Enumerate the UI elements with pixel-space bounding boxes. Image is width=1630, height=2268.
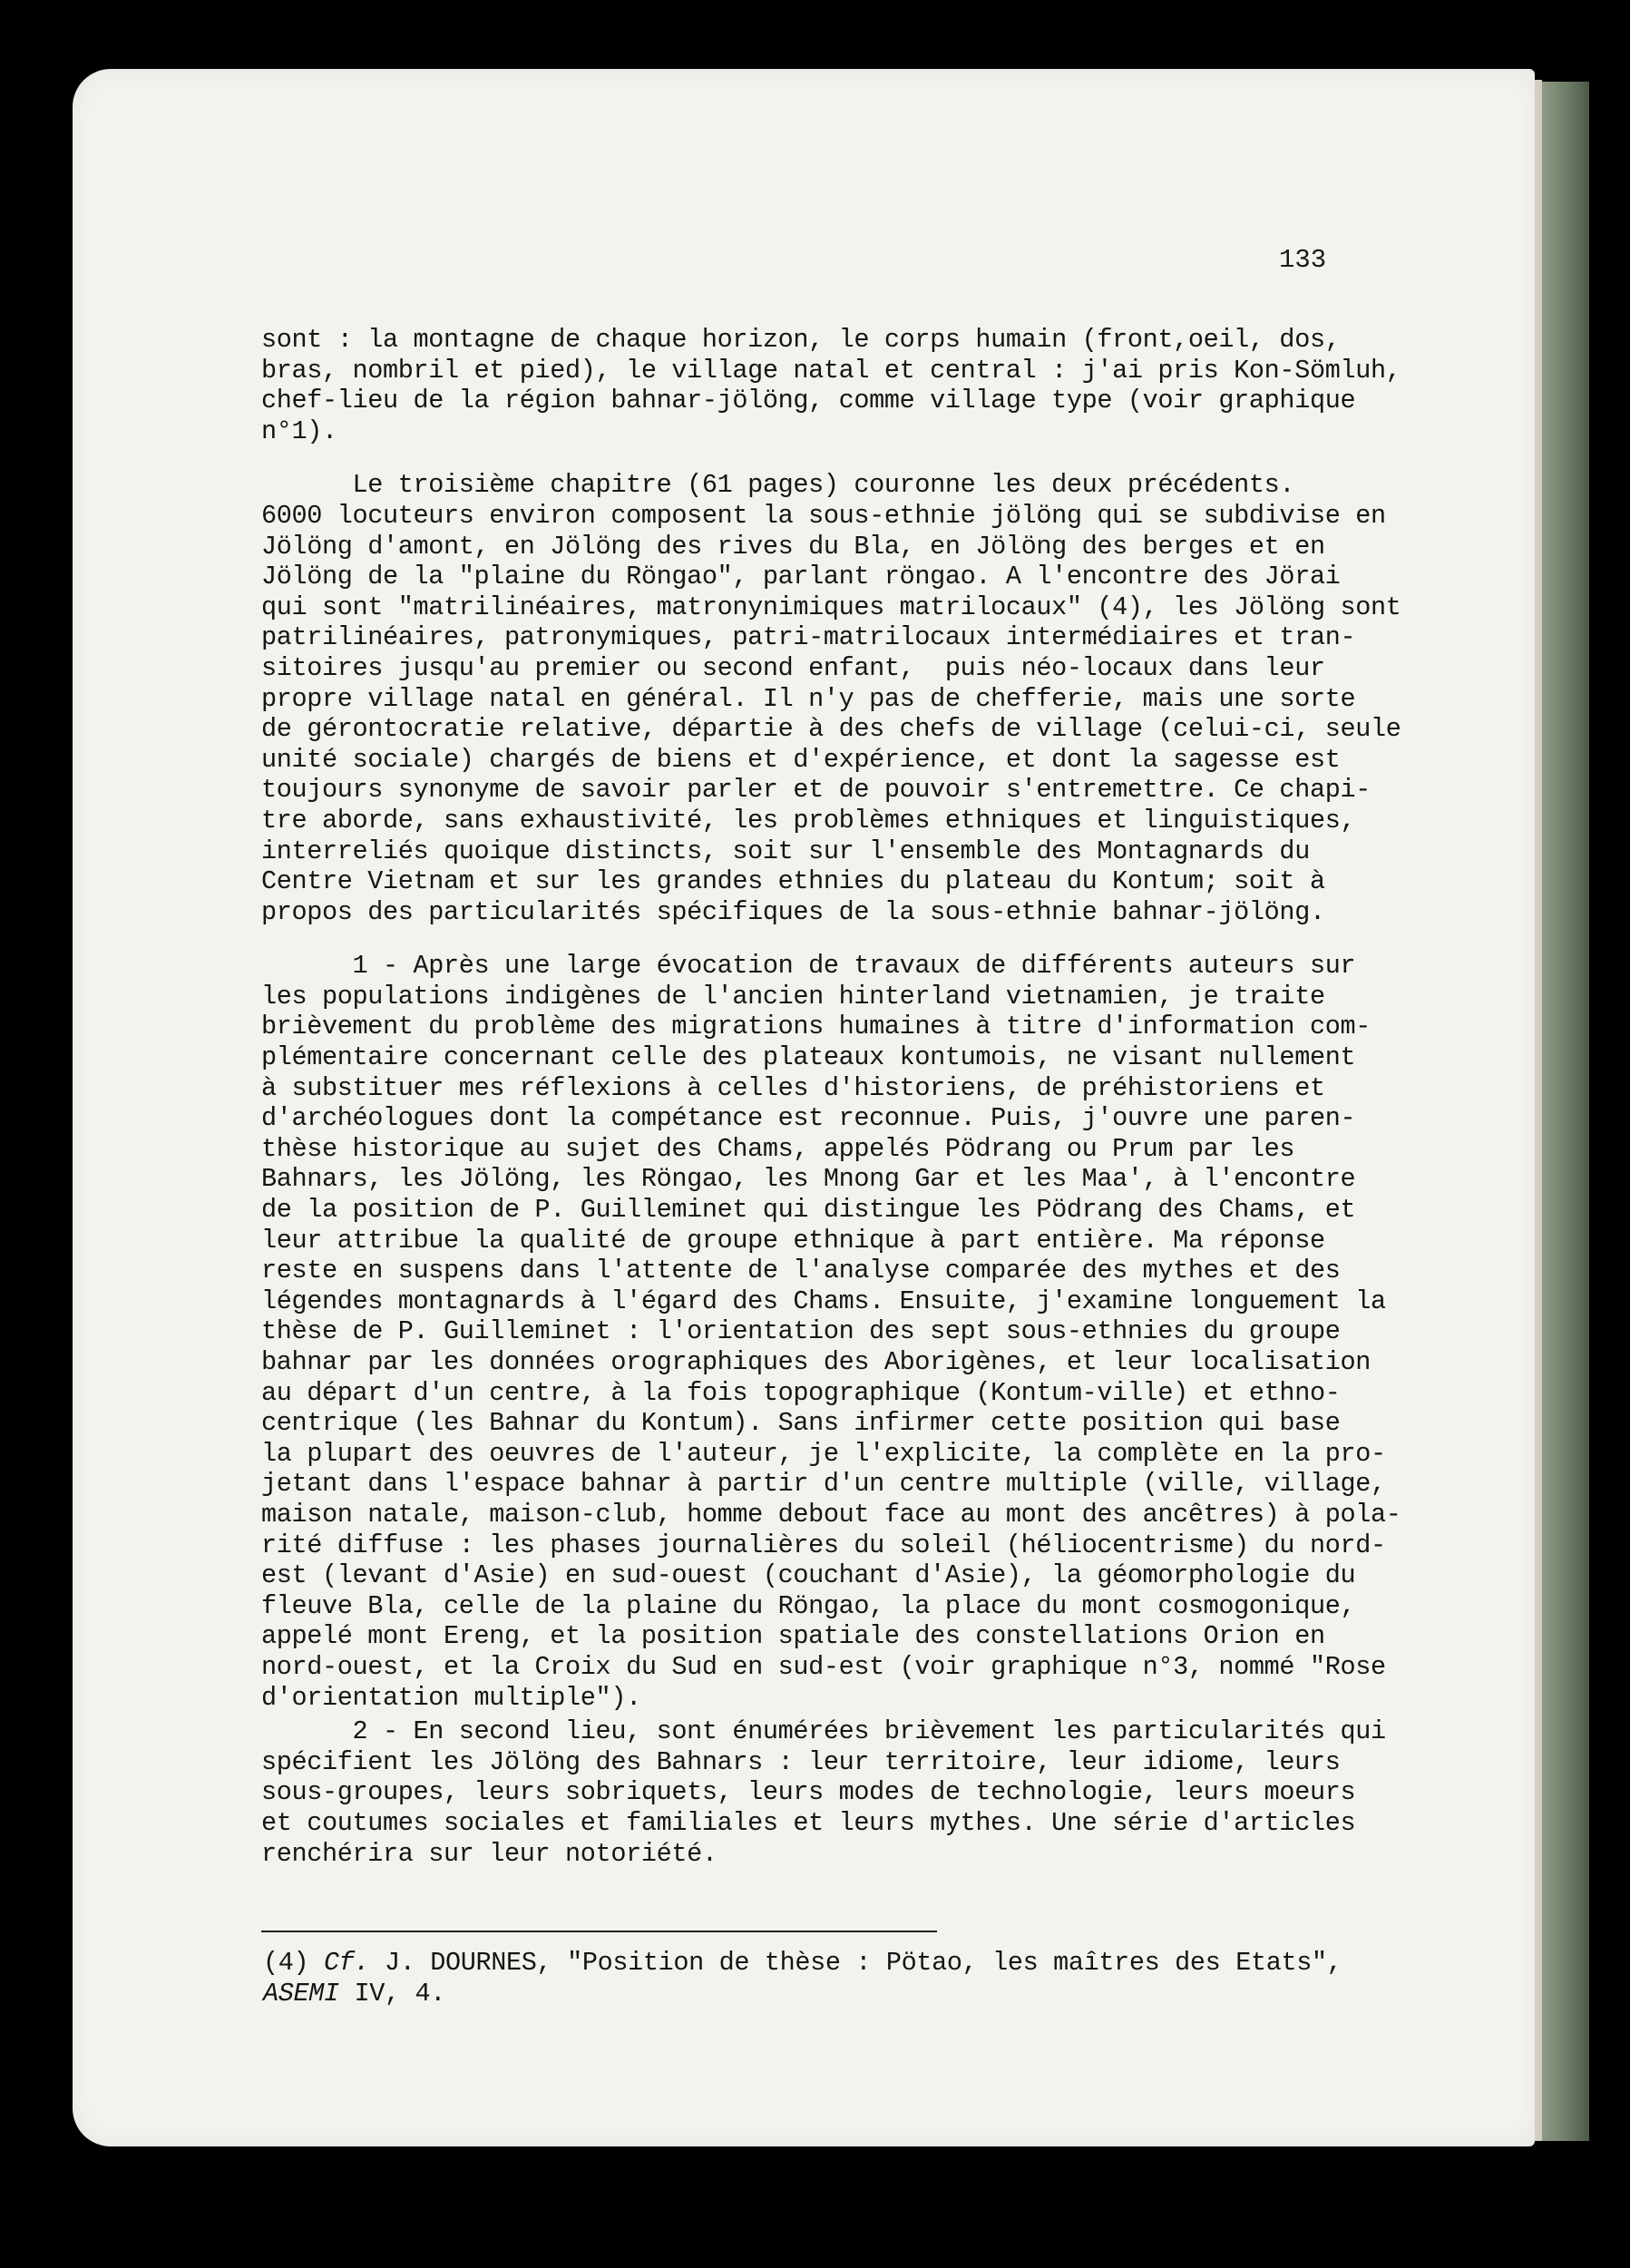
footnote-line: [263, 1947, 1433, 1978]
paragraph-1: [261, 325, 1431, 446]
footnote-journal: ASEMI: [263, 1978, 339, 2009]
footnote-line: [263, 1978, 1433, 2009]
footnote: [263, 1947, 1433, 2008]
text-line: spécifient les Jölöng des Bahnars : leur territoire, leur idiome, leurs: [261, 1746, 1341, 1777]
text-line: maison natale, maison-club, homme debout face au mont des ancêtres) à pola-: [261, 1499, 1401, 1530]
text-line: 6000 locuteurs environ composent la sous-ethnie jölöng qui se subdivise en: [261, 500, 1386, 531]
text-line: sitoires jusqu'au premier ou second enfant, puis néo-locaux dans leur: [261, 652, 1325, 683]
text-line: nord-ouest, et la Croix du Sud en sud-est (voir graphique n°3, nommé "Rose: [261, 1651, 1386, 1682]
text-line: Centre Vietnam et sur les grandes ethnies du plateau du Kontum; soit à: [261, 866, 1325, 897]
text-line: bahnar par les données orographiques des Aborigènes, et leur localisation: [261, 1347, 1371, 1377]
text-line: sous-groupes, leurs sobriquets, leurs modes de technologie, leurs moeurs: [261, 1777, 1356, 1808]
text-line: 1 - Après une large évocation de travaux de différents auteurs sur: [261, 951, 1356, 982]
text-line: de la position de P. Guilleminet qui distingue les Pödrang des Chams, et: [261, 1195, 1356, 1226]
paragraph-2: [261, 470, 1431, 927]
text-line: n°1).: [261, 415, 337, 446]
text-line: la plupart des oeuvres de l'auteur, je l'explicite, la complète en la pro-: [261, 1438, 1386, 1469]
footnote-marker: (4): [263, 1948, 325, 1978]
text-line: chef-lieu de la région bahnar-jölöng, comme village type (voir graphique: [261, 386, 1356, 416]
text-line: Jölöng de la "plaine du Röngao", parlant röngao. A l'encontre des Jörai: [261, 562, 1341, 592]
text-line: jetant dans l'espace bahnar à partir d'un centre multiple (ville, village,: [261, 1469, 1386, 1500]
text-line: tre aborde, sans exhaustivité, les problèmes ethniques et linguistiques,: [261, 805, 1356, 836]
text-line: unité sociale) chargés de biens et d'expérience, et dont la sagesse est: [261, 744, 1341, 775]
text-line: fleuve Bla, celle de la plaine du Röngao, la place du mont cosmogonique,: [261, 1590, 1356, 1621]
text-line: les populations indigènes de l'ancien hinterland vietnamien, je traite: [261, 981, 1325, 1012]
footnote-cf: Cf.: [324, 1948, 370, 1978]
text-line: Jölöng d'amont, en Jölöng des rives du Bla, en Jölöng des berges et en: [261, 531, 1325, 562]
text-line: renchérira sur leur notoriété.: [261, 1838, 717, 1869]
text-line: patrilinéaires, patronymiques, patri-matrilocaux intermédiaires et tran-: [261, 622, 1356, 653]
text-line: brièvement du problème des migrations humaines à titre d'information com-: [261, 1012, 1371, 1042]
text-line: d'archéologues dont la compétance est reconnue. Puis, j'ouvre une paren-: [261, 1103, 1356, 1134]
text-line: propre village natal en général. Il n'y pas de chefferie, mais une sorte: [261, 683, 1356, 714]
text-line: leur attribue la qualité de groupe ethnique à part entière. Ma réponse: [261, 1225, 1325, 1256]
text-line: qui sont "matrilinéaires, matronynimiques matrilocaux" (4), les Jölöng sont: [261, 591, 1401, 622]
text-line: légendes montagnards à l'égard des Chams. Ensuite, j'examine longuement la: [261, 1286, 1386, 1316]
text-line: interreliés quoique distincts, soit sur l'ensemble des Montagnards du: [261, 836, 1310, 866]
text-line: toujours synonyme de savoir parler et de pouvoir s'entremettre. Ce chapi-: [261, 775, 1371, 806]
text-line: centrique (les Bahnar du Kontum). Sans infirmer cette position qui base: [261, 1408, 1341, 1439]
text-line: 2 - En second lieu, sont énumérées brièvement les particularités qui: [261, 1716, 1386, 1747]
text-line: à substituer mes réflexions à celles d'historiens, de préhistoriens et: [261, 1072, 1325, 1103]
text-line: Bahnars, les Jölöng, les Röngao, les Mnong Gar et les Maa', à l'encontre: [261, 1164, 1356, 1195]
footnote-text: J. DOURNES, "Position de thèse : Pötao, les maîtres des Etats",: [369, 1948, 1342, 1978]
text-line: Le troisième chapitre (61 pages) couronne les deux précédents.: [261, 470, 1295, 501]
text-line: et coutumes sociales et familiales et leurs mythes. Une série d'articles: [261, 1807, 1356, 1838]
paragraph-gap: [261, 927, 1431, 951]
text-line: d'orientation multiple").: [261, 1682, 641, 1713]
text-line: plémentaire concernant celle des plateaux kontumois, ne visant nullement: [261, 1042, 1356, 1073]
footnote-separator: [261, 1931, 937, 1932]
paragraph-3: [261, 951, 1431, 1713]
body-text: [261, 325, 1431, 1869]
text-line: au départ d'un centre, à la fois topographique (Kontum-ville) et ethno-: [261, 1377, 1341, 1408]
text-line: thèse de P. Guilleminet : l'orientation des sept sous-ethnies du groupe: [261, 1316, 1341, 1347]
page-number: 133: [1279, 245, 1327, 275]
text-line: bras, nombril et pied), le village natal et central : j'ai pris Kon-Sömluh,: [261, 355, 1401, 386]
text-line: thèse historique au sujet des Chams, appelés Pödrang ou Prum par les: [261, 1133, 1295, 1164]
text-line: propos des particularités spécifiques de la sous-ethnie bahnar-jölöng.: [261, 896, 1325, 927]
text-line: de gérontocratie relative, départie à des chefs de village (celui-ci, seule: [261, 714, 1401, 745]
text-line: rité diffuse : les phases journalières du soleil (héliocentrisme) du nord-: [261, 1530, 1386, 1560]
text-line: sont : la montagne de chaque horizon, le corps humain (front,oeil, dos,: [261, 325, 1341, 355]
paragraph-gap: [261, 446, 1431, 470]
paragraph-4: [261, 1716, 1431, 1869]
text-line: est (levant d'Asie) en sud-ouest (couchant d'Asie), la géomorphologie du: [261, 1560, 1356, 1591]
text-line: appelé mont Ereng, et la position spatiale des constellations Orion en: [261, 1621, 1325, 1652]
footnote-volume: IV, 4.: [338, 1978, 446, 2009]
text-line: reste en suspens dans l'attente de l'analyse comparée des mythes et des: [261, 1256, 1341, 1286]
